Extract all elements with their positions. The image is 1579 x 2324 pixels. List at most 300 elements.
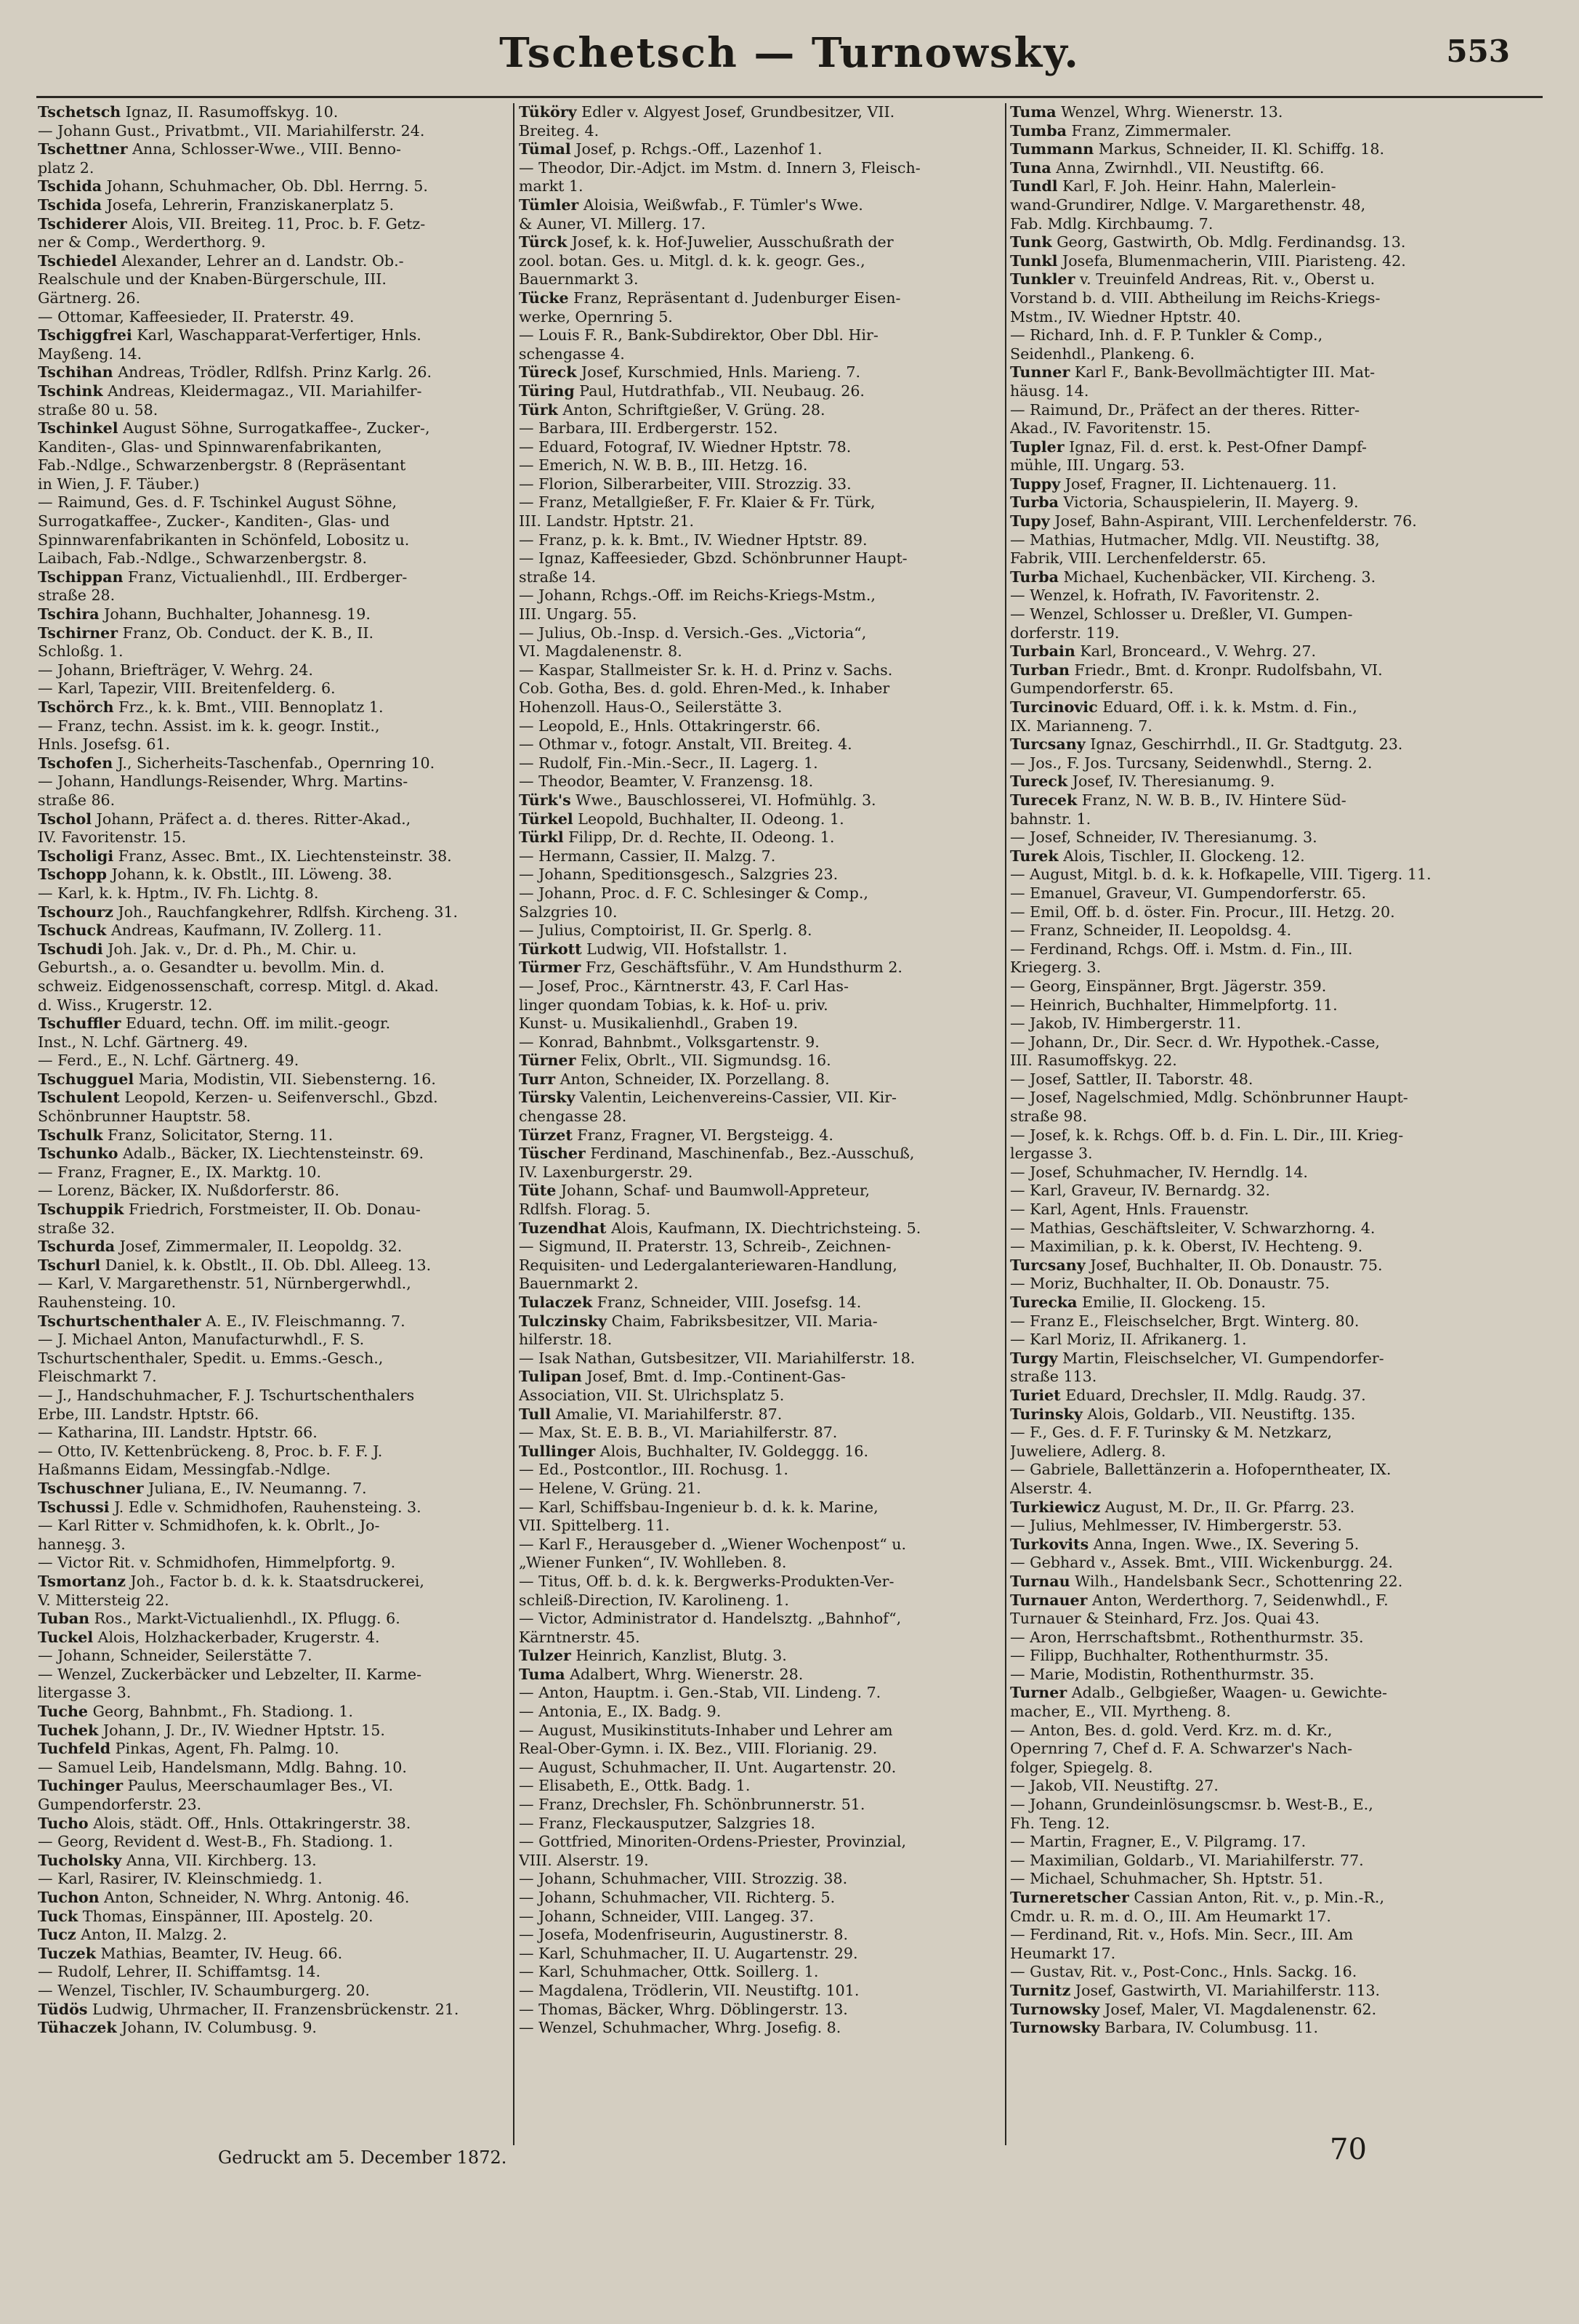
entry-text: Franz, Repräsentant d. Judenburger Eisen-: [568, 289, 901, 307]
entry-text: schweiz. Eidgenossenschaft, corresp. Mitgl. d. Akad.: [38, 977, 439, 995]
directory-entry-line: [1010, 233, 1490, 252]
entry-surname: Tull: [519, 1405, 552, 1423]
directory-entry-line: [38, 1461, 510, 1480]
directory-entry-line: [1010, 1554, 1490, 1573]
directory-entry-line: [1010, 1033, 1490, 1052]
directory-entry-line: [38, 1610, 510, 1629]
directory-entry-line: [1010, 1945, 1490, 1964]
directory-entry-line: [38, 642, 510, 661]
entry-surname: Tscholigi: [38, 847, 114, 865]
entry-surname: Tumba: [1010, 121, 1067, 140]
entry-text: Johann, Schaf- und Baumwoll-Appreteur,: [556, 1182, 871, 1200]
entry-text: — Josef, Sattler, II. Taborstr. 48.: [1010, 1070, 1253, 1088]
directory-entry-line: [519, 884, 1001, 903]
entry-surname: Tuchinger: [38, 1777, 124, 1795]
entry-text: Wwe., Bauschlosserei, VI. Hofmühlg. 3.: [570, 791, 876, 809]
directory-entry-line: [519, 159, 1001, 178]
directory-entry-line: [38, 549, 510, 568]
directory-entry-line: [38, 754, 510, 773]
directory-entry-line: [1010, 810, 1490, 829]
entry-text: — Richard, Inh. d. F. P. Tunkler & Comp.,: [1010, 326, 1323, 344]
entry-text: straße 14.: [519, 568, 597, 586]
entry-text: Kriegerg. 3.: [1010, 959, 1102, 977]
directory-entry-line: [519, 1014, 1001, 1033]
directory-entry-line: [519, 1982, 1001, 2001]
entry-text: Spinnwarenfabrikanten in Schönfeld, Lobositz u.: [38, 530, 410, 549]
entry-surname: Tschiggfrei: [38, 326, 132, 344]
entry-surname: Tuzendhat: [519, 1219, 607, 1237]
directory-entry-line: [519, 1684, 1001, 1703]
directory-entry-line: [38, 661, 510, 680]
directory-entry-line: [38, 2001, 510, 2020]
directory-entry-line: [519, 363, 1001, 382]
entry-text: — Mathias, Geschäftsleiter, V. Schwarzhorng. 4.: [1010, 1219, 1376, 1237]
entry-surname: Tüte: [519, 1182, 557, 1200]
entry-text: — Antonia, E., IX. Badg. 9.: [519, 1703, 722, 1721]
directory-entry-line: [38, 1052, 510, 1070]
entry-surname: Tullinger: [519, 1442, 596, 1460]
directory-entry-line: [38, 1182, 510, 1201]
entry-text: chengasse 28.: [519, 1107, 627, 1126]
directory-entry-line: [38, 1498, 510, 1517]
entry-text: August Söhne, Surrogatkaffee-, Zucker-,: [118, 419, 430, 437]
entry-text: Alois, Goldarb., VII. Neustiftg. 135.: [1082, 1405, 1356, 1423]
entry-text: — Johann, Dr., Dir. Secr. d. Wr. Hypothek.-Casse,: [1010, 1033, 1380, 1051]
directory-entry-line: [519, 1573, 1001, 1591]
entry-text: — Wenzel, k. Hofrath, IV. Favoritenstr. 2.: [1010, 586, 1320, 605]
directory-entry-line: [38, 1759, 510, 1778]
entry-text: Anton, Werderthorg. 7, Seidenwhdl., F.: [1087, 1591, 1389, 1609]
entry-text: Vorstand b. d. VIII. Abtheilung im Reichs-Kriegs-: [1010, 289, 1381, 307]
directory-entry-line: [519, 921, 1001, 940]
directory-entry-line: [38, 289, 510, 308]
directory-entry-line: [1010, 382, 1490, 401]
entry-text: Anton, Schneider, N. Whrg. Antonig. 46.: [99, 1889, 410, 1906]
entry-text: Laibach, Fab.-Ndlge., Schwarzenbergstr. 8.: [38, 549, 368, 568]
directory-entry-line: [1010, 642, 1490, 661]
entry-surname: Tuche: [38, 1703, 89, 1721]
directory-entry-line: [1010, 884, 1490, 903]
directory-entry-line: [38, 1629, 510, 1647]
entry-text: — J., Handschuhmacher, F. J. Tschurtschenthalers: [38, 1386, 415, 1404]
entry-text: Bauernmarkt 3.: [519, 270, 639, 289]
entry-text: — Karl Ritter v. Schmidhofen, k. k. Obrlt., Jo-: [38, 1517, 380, 1535]
entry-text: Seidenhdl., Plankeng. 6.: [1010, 344, 1195, 363]
directory-entry-line: [1010, 1908, 1490, 1926]
directory-entry-line: [38, 1573, 510, 1591]
entry-text: Josefa, Blumenmacherin, VIII. Piaristeng. 42.: [1057, 251, 1406, 270]
directory-entry-line: [38, 1294, 510, 1312]
directory-entry-line: [1010, 1740, 1490, 1759]
entry-surname: Tuma: [519, 1665, 565, 1683]
entry-text: — Gebhard v., Assek. Bmt., VIII. Wickenburgg. 24.: [1010, 1554, 1393, 1572]
entry-text: IV. Favoritenstr. 15.: [38, 828, 187, 847]
directory-column-1: [38, 103, 510, 2145]
directory-entry-line: [519, 1554, 1001, 1573]
directory-entry-line: [519, 289, 1001, 308]
directory-entry-line: [38, 177, 510, 196]
directory-entry-line: [1010, 1107, 1490, 1126]
directory-entry-line: [38, 1145, 510, 1163]
entry-surname: Tundl: [1010, 177, 1058, 195]
entry-text: — Titus, Off. b. d. k. k. Bergwerks-Produkten-Ver-: [519, 1572, 895, 1590]
entry-surname: Tschippan: [38, 568, 124, 586]
entry-text: — Julius, Mehlmesser, IV. Himbergerstr. 53.: [1010, 1517, 1342, 1535]
directory-entry-line: [1010, 1461, 1490, 1480]
directory-entry-line: [519, 531, 1001, 550]
entry-text: Cassian Anton, Rit. v., p. Min.-R.,: [1128, 1889, 1385, 1906]
entry-surname: Tupy: [1010, 512, 1050, 530]
entry-surname: Tuchfeld: [38, 1740, 111, 1758]
directory-entry-line: [519, 1629, 1001, 1647]
entry-surname: Tüköry: [519, 103, 577, 121]
directory-entry-line: [519, 1387, 1001, 1405]
entry-text: — Georg, Einspänner, Brgt. Jägerstr. 359.: [1010, 977, 1327, 995]
directory-entry-line: [38, 866, 510, 884]
directory-entry-line: [1010, 698, 1490, 717]
directory-entry-line: [38, 1163, 510, 1182]
directory-entry-line: [1010, 456, 1490, 475]
directory-entry-line: [1010, 1833, 1490, 1852]
entry-text: bahnstr. 1.: [1010, 810, 1091, 828]
entry-text: VII. Spittelberg. 11.: [519, 1517, 670, 1535]
entry-text: straße 32.: [38, 1219, 116, 1237]
entry-text: Josef, Fragner, II. Lichtenauerg. 11.: [1060, 475, 1337, 493]
directory-entry-line: [519, 1238, 1001, 1256]
entry-text: Josef, Zimmermaler, II. Leopoldg. 32.: [115, 1238, 403, 1256]
directory-entry-line: [1010, 1070, 1490, 1089]
entry-text: Markus, Schneider, II. Kl. Schiffg. 18.: [1094, 140, 1384, 158]
entry-surname: Turgy: [1010, 1349, 1058, 1367]
entry-text: Amalie, VI. Mariahilferstr. 87.: [551, 1405, 783, 1423]
entry-text: Franz, Victualienhdl., III. Erdberger-: [123, 568, 408, 586]
directory-entry-line: [519, 1852, 1001, 1871]
directory-entry-line: [519, 1647, 1001, 1666]
entry-text: — Johann, Grundeinlösungscmsr. b. West-B., E.,: [1010, 1796, 1373, 1814]
entry-surname: Türsky: [519, 1089, 576, 1107]
directory-entry-line: [519, 810, 1001, 829]
entry-surname: Türing: [519, 382, 575, 400]
entry-text: — August, Musikinstituts-Inhaber und Lehrer am: [519, 1721, 893, 1739]
directory-entry-line: [1010, 1647, 1490, 1666]
directory-entry-line: [1010, 1629, 1490, 1647]
directory-entry-line: [519, 1796, 1001, 1815]
directory-entry-line: [38, 1833, 510, 1852]
entry-surname: Tureck: [1010, 772, 1068, 791]
entry-text: Johann, Buchhalter, Johannesg. 19.: [99, 605, 371, 624]
entry-text: Anton, Schriftgießer, V. Grüng. 28.: [557, 400, 825, 419]
entry-text: — August, Mitgl. b. d. k. k. Hofkapelle, VIII. Tigerg. 11.: [1010, 866, 1431, 884]
entry-text: Josef, Buchhalter, II. Ob. Donaustr. 75.: [1085, 1256, 1383, 1274]
entry-text: — Emanuel, Graveur, VI. Gumpendorferstr. 65.: [1010, 884, 1367, 902]
directory-entry-line: [38, 308, 510, 327]
directory-entry-line: [1010, 1926, 1490, 1945]
entry-surname: Turnowsky: [1010, 2000, 1100, 2018]
entry-text: — Karl, Graveur, IV. Bernardg. 32.: [1010, 1182, 1270, 1200]
entry-text: mühle, III. Ungarg. 53.: [1010, 456, 1185, 475]
entry-surname: Tuchek: [38, 1721, 99, 1739]
entry-text: — Ferdinand, Rit. v., Hofs. Min. Secr., III. Am: [1010, 1926, 1354, 1944]
directory-entry-line: [519, 1759, 1001, 1778]
entry-text: Emilie, II. Glockeng. 15.: [1077, 1294, 1266, 1311]
directory-entry-line: [1010, 1182, 1490, 1201]
entry-surname: Tucholsky: [38, 1851, 122, 1869]
directory-entry-line: [1010, 401, 1490, 420]
entry-surname: Turecek: [1010, 791, 1078, 809]
entry-text: Juweliere, Adlerg. 8.: [1010, 1442, 1166, 1460]
entry-text: — Raimund, Ges. d. F. Tschinkel August Söhne,: [38, 493, 397, 512]
entry-text: Thomas, Einspänner, III. Apostelg. 20.: [78, 1907, 373, 1925]
directory-entry-line: [1010, 605, 1490, 624]
directory-entry-line: [1010, 1275, 1490, 1294]
entry-text: — Anton, Bes. d. gold. Verd. Krz. m. d. Kr.,: [1010, 1721, 1333, 1739]
directory-entry-line: [38, 1201, 510, 1219]
entry-text: Mstm., IV. Wiedner Hptstr. 40.: [1010, 307, 1241, 326]
directory-entry-line: [519, 847, 1001, 866]
entry-text: Anna, VII. Kirchberg. 13.: [121, 1851, 317, 1869]
directory-entry-line: [519, 1610, 1001, 1629]
entry-surname: Turcsany: [1010, 1256, 1086, 1274]
entry-surname: Tümler: [519, 195, 579, 214]
directory-entry-line: [519, 717, 1001, 736]
directory-entry-line: [38, 1870, 510, 1889]
entry-text: Schloßg. 1.: [38, 642, 124, 661]
entry-text: Ludwig, Uhrmacher, II. Franzensbrückenstr. 21.: [87, 2000, 459, 2018]
entry-text: — Johann, Schneider, VIII. Langeg. 37.: [519, 1907, 814, 1925]
entry-text: Geburtsh., a. o. Gesandter u. bevollm. Min. d.: [38, 959, 385, 977]
entry-text: — Gottfried, Minoriten-Ordens-Priester, Provinzial,: [519, 1833, 907, 1851]
entry-surname: Turek: [1010, 847, 1059, 865]
entry-text: — Karl, Schuhmacher, Ottk. Soillerg. 1.: [519, 1963, 819, 1981]
entry-text: — Franz, Drechsler, Fh. Schönbrunnerstr. 51.: [519, 1796, 865, 1814]
entry-text: Fab. Mdlg. Kirchbaumg. 7.: [1010, 214, 1213, 233]
entry-surname: Tschetsch: [38, 103, 121, 121]
directory-entry-line: [38, 140, 510, 159]
directory-entry-line: [38, 1554, 510, 1573]
directory-entry-line: [38, 1740, 510, 1759]
directory-entry-line: [1010, 1201, 1490, 1219]
entry-surname: Tschörch: [38, 698, 114, 716]
directory-entry-line: [519, 642, 1001, 661]
directory-entry-line: [519, 1163, 1001, 1182]
entry-text: Hnls. Josefsg. 61.: [38, 735, 171, 754]
directory-entry-line: [38, 847, 510, 866]
directory-entry-line: [519, 233, 1001, 252]
entry-text: Alois, städt. Off., Hnls. Ottakringerstr. 38.: [88, 1814, 411, 1832]
entry-text: Maria, Modistin, VII. Siebensterng. 16.: [134, 1070, 436, 1088]
entry-surname: Tschuffler: [38, 1014, 121, 1033]
directory-entry-line: [38, 475, 510, 494]
entry-text: — August, Schuhmacher, II. Unt. Augartenstr. 20.: [519, 1758, 897, 1776]
directory-entry-line: [38, 122, 510, 141]
entry-text: Alois, Kaufmann, IX. Diechtrichsteing. 5.: [606, 1219, 921, 1237]
directory-entry-line: [519, 1833, 1001, 1852]
entry-text: Valentin, Leichenvereins-Cassier, VII. Kir-: [575, 1089, 897, 1107]
entry-text: Mayßeng. 14.: [38, 344, 142, 363]
directory-entry-line: [519, 866, 1001, 884]
directory-entry-line: [38, 996, 510, 1015]
directory-entry-line: [1010, 531, 1490, 550]
entry-text: III. Rasumoffskyg. 22.: [1010, 1052, 1177, 1070]
directory-entry-line: [1010, 1536, 1490, 1554]
entry-text: IV. Laxenburgerstr. 29.: [519, 1163, 693, 1181]
directory-entry-line: [519, 698, 1001, 717]
directory-entry-line: [519, 791, 1001, 810]
directory-entry-line: [519, 493, 1001, 512]
directory-entry-line: [519, 1740, 1001, 1759]
directory-entry-line: [38, 1312, 510, 1331]
entry-text: — Josef, k. k. Rchgs. Off. b. d. Fin. L. Dir., III. Krieg-: [1010, 1126, 1404, 1144]
entry-surname: Türkott: [519, 940, 582, 958]
entry-text: Opernring 7, Chef d. F. A. Schwarzer's Nach-: [1010, 1740, 1353, 1758]
entry-text: werke, Opernring 5.: [519, 307, 673, 326]
entry-surname: Tschiedel: [38, 251, 117, 270]
entry-text: hanneşg. 3.: [38, 1535, 126, 1553]
entry-text: — Johann, Schuhmacher, VIII. Strozzig. 38.: [519, 1870, 848, 1888]
entry-surname: Tuckel: [38, 1628, 94, 1646]
entry-text: — Victor Rit. v. Schmidhofen, Himmelpfortg. 9.: [38, 1554, 396, 1572]
directory-entry-line: [1010, 177, 1490, 196]
directory-entry-line: [38, 1963, 510, 1982]
entry-text: Franz, N. W. B. B., IV. Hintere Süd-: [1077, 791, 1346, 809]
entry-text: Association, VII. St. Ulrichsplatz 5.: [519, 1386, 785, 1404]
entry-text: Inst., N. Lchf. Gärtnerg. 49.: [38, 1033, 249, 1051]
directory-entry-line: [519, 122, 1001, 141]
directory-entry-line: [38, 977, 510, 996]
directory-entry-line: [38, 1796, 510, 1815]
directory-entry-line: [1010, 847, 1490, 866]
entry-text: Juliana, E., IV. Neumanng. 7.: [143, 1479, 367, 1497]
entry-surname: Tschourz: [38, 903, 113, 921]
directory-entry-line: [1010, 1163, 1490, 1182]
entry-text: — Johann Gust., Privatbmt., VII. Mariahilferstr. 24.: [38, 121, 425, 140]
directory-entry-line: [519, 196, 1001, 215]
directory-entry-line: [519, 996, 1001, 1015]
directory-entry-line: [38, 233, 510, 252]
entry-text: Johann, Präfect a. d. theres. Ritter-Akad.,: [92, 810, 411, 828]
directory-entry-line: [38, 1945, 510, 1964]
entry-text: Eduard, Off. i. k. k. Mstm. d. Fin.,: [1097, 698, 1357, 716]
directory-entry-line: [38, 1443, 510, 1461]
entry-surname: Tuck: [38, 1907, 78, 1925]
entry-text: Paulus, Meerschaumlager Bes., VI.: [123, 1777, 394, 1795]
entry-surname: Tschulk: [38, 1126, 103, 1144]
entry-surname: Tschihan: [38, 363, 113, 382]
entry-text: Victoria, Schauspielerin, II. Mayerg. 9.: [1059, 493, 1359, 512]
directory-entry-line: [519, 270, 1001, 289]
directory-entry-line: [38, 196, 510, 215]
directory-entry-line: [1010, 140, 1490, 159]
entry-text: — Karl, Rasirer, IV. Kleinschmiedg. 1.: [38, 1870, 323, 1888]
entry-text: IX. Marianneng. 7.: [1010, 717, 1152, 735]
directory-entry-line: [38, 884, 510, 903]
entry-text: Chaim, Fabriksbesitzer, VII. Maria-: [607, 1312, 878, 1330]
directory-entry-line: [38, 419, 510, 438]
directory-entry-line: [519, 1480, 1001, 1498]
directory-entry-line: [519, 345, 1001, 364]
entry-surname: Türkel: [519, 810, 573, 828]
directory-entry-line: [1010, 568, 1490, 587]
page-number: 553: [1446, 33, 1510, 69]
directory-entry-line: [519, 624, 1001, 643]
entry-text: — Eduard, Fotograf, IV. Wiedner Hptstr. 78.: [519, 437, 852, 456]
entry-surname: Tsmortanz: [38, 1572, 126, 1590]
directory-entry-line: [38, 345, 510, 364]
entry-surname: Türzet: [519, 1126, 573, 1144]
directory-entry-line: [38, 810, 510, 829]
entry-text: — Karl, Agent, Hnls. Frauenstr.: [1010, 1201, 1249, 1219]
entry-surname: Türck: [519, 233, 568, 251]
entry-text: VIII. Alserstr. 19.: [519, 1851, 649, 1869]
directory-entry-line: [1010, 1349, 1490, 1368]
directory-entry-line: [519, 1666, 1001, 1685]
entry-text: — Heinrich, Buchhalter, Himmelpfortg. 11.: [1010, 996, 1338, 1014]
entry-text: Fabrik, VIII. Lerchenfelderstr. 65.: [1010, 549, 1267, 568]
entry-text: Ignaz, Fil. d. erst. k. Pest-Ofner Dampf-: [1064, 437, 1367, 456]
entry-text: Anton, II. Malzg. 2.: [76, 1926, 227, 1944]
directory-entry-line: [1010, 940, 1490, 959]
directory-entry-line: [38, 1517, 510, 1536]
entry-text: — Josefa, Modenfriseurin, Augustinerstr. 8.: [519, 1926, 848, 1944]
entry-text: — Ferdinand, Rchgs. Off. i. Mstm. d. Fin., III.: [1010, 940, 1353, 958]
entry-text: — Karl F., Herausgeber d. „Wiener Wochenpost“ u.: [519, 1535, 907, 1553]
directory-entry-line: [519, 215, 1001, 234]
entry-text: straße 28.: [38, 586, 116, 605]
entry-text: Anna, Zwirnhdl., VII. Neustiftg. 66.: [1051, 158, 1325, 177]
entry-text: schengasse 4.: [519, 344, 625, 363]
directory-entry-line: [519, 549, 1001, 568]
entry-surname: Tuchon: [38, 1889, 100, 1906]
entry-text: Friedr., Bmt. d. Kronpr. Rudolfsbahn, VI.: [1069, 661, 1383, 679]
directory-entry-line: [38, 159, 510, 178]
directory-entry-line: [38, 828, 510, 847]
directory-entry-line: [38, 1126, 510, 1145]
directory-entry-line: [1010, 289, 1490, 308]
entry-text: Leopold, Kerzen- u. Seifenverschl., Gbzd.: [119, 1089, 438, 1107]
directory-entry-line: [1010, 1405, 1490, 1424]
entry-text: häusg. 14.: [1010, 382, 1089, 400]
entry-surname: Tschuppik: [38, 1201, 124, 1219]
column-divider: [513, 103, 514, 2145]
directory-entry-line: [38, 1591, 510, 1610]
entry-text: dorferstr. 119.: [1010, 624, 1120, 642]
directory-entry-line: [519, 735, 1001, 754]
entry-text: lergasse 3.: [1010, 1145, 1093, 1163]
entry-text: — Maximilian, Goldarb., VI. Mariahilferstr. 77.: [1010, 1851, 1364, 1869]
directory-entry-line: [519, 586, 1001, 605]
directory-entry-line: [38, 252, 510, 271]
entry-surname: Türmer: [519, 959, 581, 977]
directory-entry-line: [1010, 326, 1490, 345]
directory-entry-line: [1010, 252, 1490, 271]
entry-text: Leopold, Buchhalter, II. Odeong. 1.: [573, 810, 844, 828]
entry-text: Anton, Schneider, IX. Porzellang. 8.: [555, 1070, 830, 1088]
entry-text: — Magdalena, Trödlerin, VII. Neustiftg. 101.: [519, 1981, 860, 1999]
directory-entry-line: [1010, 1052, 1490, 1070]
entry-text: — Julius, Ob.-Insp. d. Versich.-Ges. „Victoria“,: [519, 624, 867, 642]
directory-entry-line: [1010, 1238, 1490, 1256]
directory-entry-line: [519, 1107, 1001, 1126]
directory-entry-line: [1010, 2019, 1490, 2038]
directory-entry-line: [1010, 1219, 1490, 1238]
entry-text: — Gabriele, Ballettänzerin a. Hofoperntheater, IX.: [1010, 1461, 1392, 1479]
directory-entry-line: [38, 1480, 510, 1498]
entry-text: — Jakob, IV. Himbergerstr. 11.: [1010, 1014, 1242, 1033]
entry-surname: Tuna: [1010, 158, 1051, 177]
directory-entry-line: [519, 1405, 1001, 1424]
entry-text: Real-Ober-Gymn. i. IX. Bez., VIII. Florianig. 29.: [519, 1740, 878, 1758]
directory-entry-line: [519, 1889, 1001, 1908]
